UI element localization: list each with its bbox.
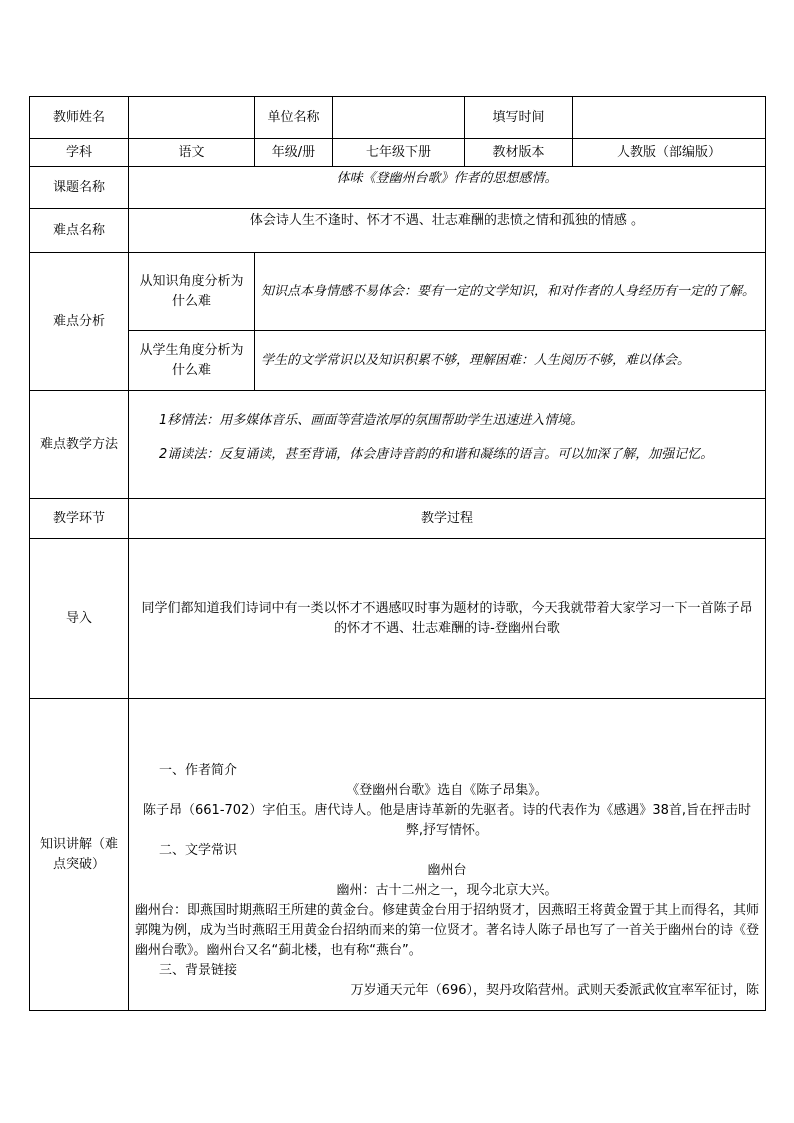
analysis-row-2 [30,331,766,391]
stage-label: 教学环节 [30,499,129,539]
edition-value: 人教版（部编版） [573,139,766,167]
student-angle-label: 从学生角度分析为什么难 [129,331,255,391]
methods-row [30,391,766,499]
subject-value: 语文 [129,139,255,167]
author-heading: 一、作者简介 [159,763,238,778]
method-item-2: 2诵读法：反复诵读，甚至背诵，体会唐诗音韵的和谐和凝练的语言。可以加深了解，加强记忆。 [159,447,714,462]
info-row-1 [30,97,766,139]
grade-value: 七年级下册 [333,139,465,167]
topic-value: 体味《登幽州台歌》作者的思想感情。 [129,167,766,209]
intro-text: 同学们都知道我们诗词中有一类以怀才不遇感叹时事为题材的诗歌，今天我就带着大家学习一下一首陈子昂的怀才不遇、壮志难酬的诗-登幽州台歌 [129,539,766,699]
unit-value [333,97,465,139]
difficulty-row [30,209,766,253]
difficulty-value: 体会诗人生不逢时、怀才不遇、壮志难酬的悲愤之情和孤独的情感 。 [129,209,766,253]
knowledge-content [129,699,766,1011]
knowledge-angle-label: 从知识角度分析为什么难 [129,253,255,331]
author-intro: 陈子昂（661-702）字伯玉。唐代诗人。他是唐诗革新的先驱者。诗的代表作为《感遇》38首,旨在抨击时弊,抒写情怀。 [143,803,751,838]
methods-label: 难点教学方法 [30,391,129,499]
lesson-plan-table [29,96,766,1011]
knowledge-row [30,699,766,1011]
youzhou-title: 幽州台 [427,863,467,878]
source-line: 《登幽州台歌》选自《陈子昂集》。 [346,783,548,798]
analysis-label: 难点分析 [30,253,129,391]
topic-label: 课题名称 [30,167,129,209]
knowledge-angle-value: 知识点本身情感不易体会：要有一定的文学知识，和对作者的人身经历有一定的了解。 [255,253,766,331]
teacher-label: 教师姓名 [30,97,129,139]
background-heading: 三、背景链接 [159,963,238,978]
info-row-2 [30,139,766,167]
date-label: 填写时间 [465,97,573,139]
youzhou-tai-def: 幽州台：即燕国时期燕昭王所建的黄金台。修建黄金台用于招纳贤才，因燕昭王将黄金置于其上而得名，其师郭隗为例，成为当时燕昭王用黄金台招纳而来的第一位贤才。著名诗人陈子昂也写了一首关于幽州台的诗《登幽州台歌》。幽州台又名“蓟北楼，也有称“燕台”。 [135,903,760,958]
process-label: 教学过程 [129,499,766,539]
date-value [573,97,766,139]
intro-label: 导入 [30,539,129,699]
edition-label: 教材版本 [465,139,573,167]
student-angle-value: 学生的文学常识以及知识积累不够，理解困难：人生阅历不够，难以体会。 [255,331,766,391]
knowledge-label: 知识讲解（难点突破） [30,699,129,1011]
methods-value [129,391,766,499]
process-header-row [30,499,766,539]
analysis-row-1 [30,253,766,331]
topic-row [30,167,766,209]
subject-label: 学科 [30,139,129,167]
grade-label: 年级/册 [255,139,333,167]
difficulty-label: 难点名称 [30,209,129,253]
youzhou-def: 幽州：古十二州之一，现今北京大兴。 [336,883,558,898]
teacher-value [129,97,255,139]
literature-heading: 二、文学常识 [159,843,238,858]
method-item-1: 1移情法：用多媒体音乐、画面等营造浓厚的氛围帮助学生迅速进入情境。 [159,413,584,428]
background-text: 万岁通天元年（696），契丹攻陷营州。武则天委派武攸宜率军征讨，陈 [350,983,759,998]
unit-label: 单位名称 [255,97,333,139]
intro-row [30,539,766,699]
